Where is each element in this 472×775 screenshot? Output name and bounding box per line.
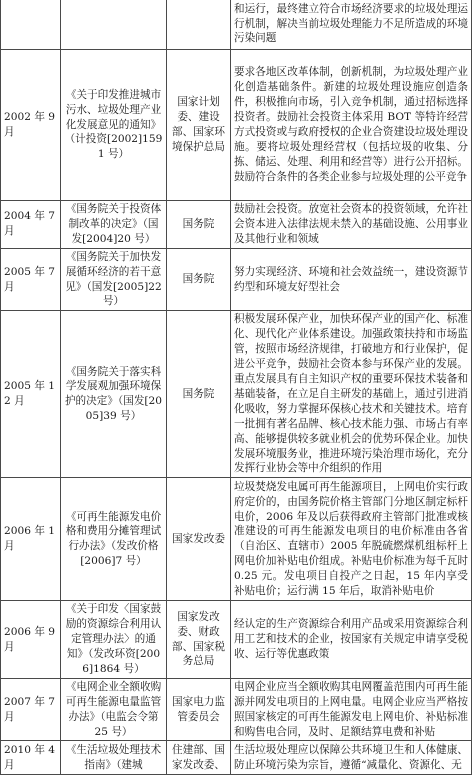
document-cell: 《生活垃圾处理技术指南》（建城 bbox=[61, 741, 167, 775]
date-cell bbox=[1, 0, 61, 50]
content-cell: 电网企业应当全额收购其电网覆盖范围内可再生能源并网发电项目的上网电量。电网企业应当严格按照国家核定的可再生能源发电上网电价、补贴标准和购售电合同，及时、足额结算电费和补贴 bbox=[231, 678, 472, 741]
table-row bbox=[1, 478, 472, 601]
table-row bbox=[1, 601, 472, 679]
document-cell: 《国务院关于落实科学发展观加强环境保护的决定》（国发[2005]39 号） bbox=[61, 311, 167, 478]
document-cell: 《关于印发〈国家鼓励的资源综合利用认定管理办法〉的通知》（发改环资[2006]1864 号） bbox=[61, 601, 167, 679]
content-cell: 努力实现经济、环境和社会效益统一，建设资源节约型和环境友好型社会 bbox=[231, 248, 472, 311]
document-cell: 《电网企业全额收购可再生能源电量监管办法》（电监会令第 25 号） bbox=[61, 678, 167, 741]
content-cell: 和运行，最终建立符合市场经济要求的垃圾处理运行机制，解决当前垃圾处理能力不足所造成的环境污染问题 bbox=[231, 0, 472, 50]
table-row bbox=[1, 50, 472, 201]
document-cell bbox=[61, 0, 167, 50]
table-row bbox=[1, 0, 472, 50]
agency-cell: 国家发改委、财政部、国家税务总局 bbox=[167, 601, 231, 679]
table-row bbox=[1, 741, 472, 775]
agency-cell: 国务院 bbox=[167, 311, 231, 478]
agency-cell: 国家电力监管委员会 bbox=[167, 678, 231, 741]
date-cell: 2005 年 7 月 bbox=[1, 248, 61, 311]
content-cell: 经认定的生产资源综合利用产品或采用资源综合利用工艺和技术的企业，按国家有关规定申请享受税收、运行等优惠政策 bbox=[231, 601, 472, 679]
content-cell: 积极发展环保产业，加快环保产业的国产化、标准化、现代化产业体系建设。加强政策扶持和市场监管，按照市场经济规律，打破地方和行业保护，促进公平竞争，鼓励社会资本参与环保产业的发展。重点发展具有自主知识产权的重要环保技术装备和基础装备，在立足自主研发的基础上，通过引进消化吸收，努力掌握环保核心技术和关键技术。培育一批拥有著名品牌、核心技术能力强、市场占有率高、能够提供较多就业机会的优势环保企业。加快发展环境服务业，推进环境污染治理市场化，充分发挥行业协会等中介组织的作用 bbox=[231, 311, 472, 478]
content-cell: 要求各地区改革体制，创新机制，为垃圾处理产业化创造基础条件。新建的垃圾处理设施应创造条件，积极推向市场，引入竞争机制，通过招标选择投资者。鼓励社会投资主体采用 BOT 等特许经营方式投资或与政府授权的企业合资建设垃圾处理设施。要将垃圾处理经营权（包括垃圾的收集、分拣、储运、处理、利用和经营等）进行公开招标。鼓励符合条件的各类企业参与垃圾处理的公平竞争 bbox=[231, 50, 472, 201]
document-cell: 《可再生能源发电价格和费用分摊管理试行办法》（发改价格[2006]7 号） bbox=[61, 478, 167, 601]
table-row bbox=[1, 248, 472, 311]
content-cell: 垃圾焚烧发电属可再生能源项目，上网电价实行政府定价的，由国务院价格主管部门分地区制定标杆电价，2006 年及以后获得政府主管部门批准或核准建设的可再生能源发电项目的电价标准由各省（自治区、直辖市）2005 年脱硫燃煤机组标杆上网电价加补贴电价组成。补贴电价标准为每千瓦时 0.25 元。发电项目自投产之日起，15 年内享受补贴电价；运行满 15 年后，取消补贴电价 bbox=[231, 478, 472, 601]
document-cell: 《国务院关于投资体制改革的决定》（国发[2004]20 号） bbox=[61, 201, 167, 249]
table-row bbox=[1, 311, 472, 478]
date-cell: 2004 年 7 月 bbox=[1, 201, 61, 249]
agency-cell: 国家发改委 bbox=[167, 478, 231, 601]
table-row bbox=[1, 201, 472, 249]
agency-cell bbox=[167, 0, 231, 50]
content-cell: 生活垃圾处理应以保障公共环境卫生和人体健康、防止环境污染为宗旨，遵循“减量化、资源化、无 bbox=[231, 741, 472, 775]
document-cell: 《关于印发推进城市污水、垃圾处理产业化发展意见的通知》（计投资[2002]1591 号） bbox=[61, 50, 167, 201]
date-cell: 2002 年 9 月 bbox=[1, 50, 61, 201]
date-cell: 2007 年 7 月 bbox=[1, 678, 61, 741]
agency-cell: 国务院 bbox=[167, 201, 231, 249]
table-row bbox=[1, 678, 472, 741]
document-cell: 《国务院关于加快发展循环经济的若干意见》（国发[2005]22 号） bbox=[61, 248, 167, 311]
date-cell: 2006 年 1 月 bbox=[1, 478, 61, 601]
agency-cell: 国家计划委、建设部、国家环境保护总局 bbox=[167, 50, 231, 201]
date-cell: 2005 年 12 月 bbox=[1, 311, 61, 478]
agency-cell: 国务院 bbox=[167, 248, 231, 311]
date-cell: 2006 年 9 月 bbox=[1, 601, 61, 679]
date-cell: 2010 年 4 月 bbox=[1, 741, 61, 775]
content-cell: 鼓励社会投资。放宽社会资本的投资领域，允许社会资本进入法律法规未禁入的基础设施、公用事业及其他行业和领域 bbox=[231, 201, 472, 249]
agency-cell: 住建部、国家发改委、 bbox=[167, 741, 231, 775]
